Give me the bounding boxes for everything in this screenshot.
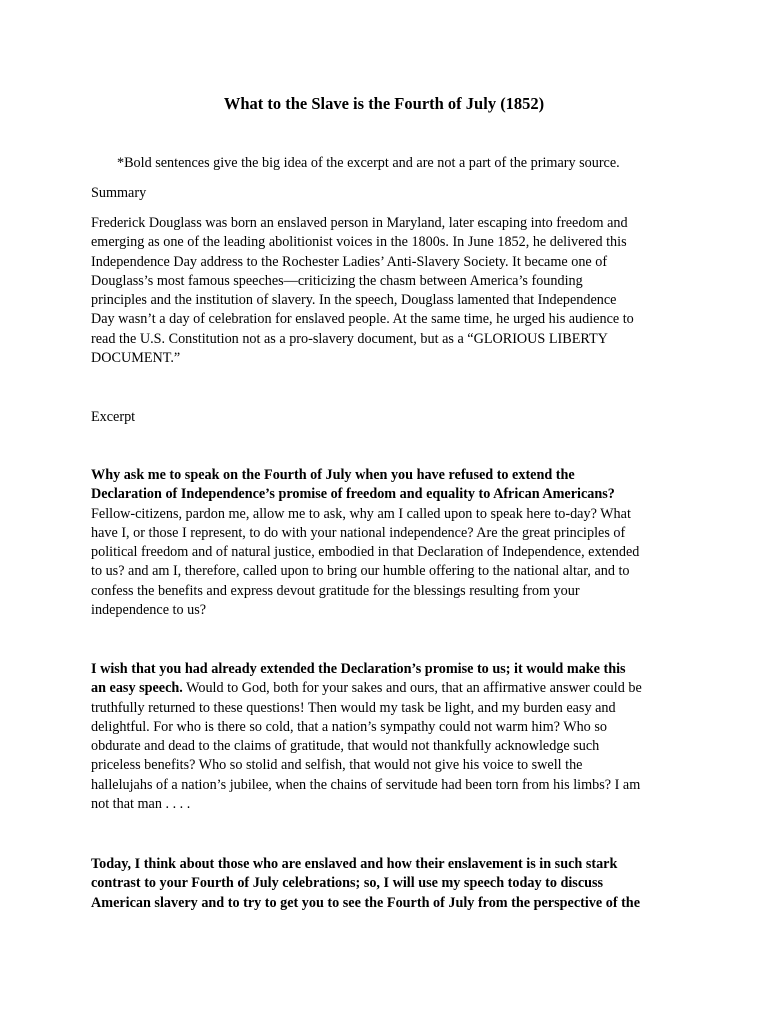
summary-line: Day wasn’t a day of celebration for enslaved people. At the same time, he urged his audience to [91, 311, 634, 328]
big-idea-sentence: an easy speech. [91, 680, 183, 697]
document-title: What to the Slave is the Fourth of July (1852) [223, 94, 545, 113]
excerpt-line: truthfully returned to these questions! Then would my task be light, and my burden easy and [91, 699, 616, 716]
excerpt-line: confess the benefits and express devout gratitude for the blessings resulting from your [91, 582, 580, 599]
summary-paragraph [91, 214, 681, 368]
summary-line: principles and the institution of slavery. In the speech, Douglass lamented that Independence [91, 292, 617, 309]
summary-line: Douglass’s most famous speeches—criticizing the chasm between America’s founding [91, 272, 583, 289]
excerpt-paragraph-2 [91, 660, 681, 814]
summary-line: emerging as one of the leading abolitionist voices in the 1800s. In June 1852, he delivered this [91, 234, 627, 251]
summary-heading: Summary [91, 185, 147, 201]
summary-line: Independence Day address to the Rochester Ladies’ Anti-Slavery Society. It became one of [91, 253, 608, 270]
excerpt-line: independence to us? [91, 602, 207, 619]
summary-line: Frederick Douglass was born an enslaved person in Maryland, later escaping into freedom and [91, 215, 628, 231]
excerpt-line: hallelujahs of a nation’s jubilee, when the chains of servitude had been torn from his limbs? I am [91, 776, 641, 793]
excerpt-line: political freedom and of natural justice, embodied in that Declaration of Independence, extended [91, 544, 640, 561]
big-idea-sentence: Why ask me to speak on the Fourth of July when you have refused to extend the [91, 467, 575, 483]
excerpt-line [91, 679, 681, 698]
excerpt-line: to us? and am I, therefore, called upon to bring our humble offering to the national altar, and to [91, 563, 630, 580]
big-idea-sentence: American slavery and to try to get you to see the Fourth of July from the perspective of the [91, 894, 640, 911]
excerpt-paragraph-3 [91, 855, 681, 913]
excerpt-line: have I, or those I represent, to do with your national independence? Are the great principles of [91, 524, 626, 541]
summary-line: DOCUMENT.” [91, 350, 181, 367]
big-idea-sentence: Today, I think about those who are enslaved and how their enslavement is in such stark [91, 856, 618, 872]
big-idea-sentence: contrast to your Fourth of July celebrations; so, I will use my speech today to discuss [91, 875, 604, 892]
excerpt-line: not that man . . . . [91, 796, 191, 813]
bold-sentence-note: *Bold sentences give the big idea of the excerpt and are not a part of the primary source. [117, 155, 620, 171]
excerpt-line: Fellow-citizens, pardon me, allow me to ask, why am I called upon to speak here to-day? What [91, 505, 631, 522]
big-idea-sentence: Declaration of Independence’s promise of freedom and equality to African Americans? [91, 486, 615, 503]
big-idea-sentence: I wish that you had already extended the Declaration’s promise to us; it would make this [91, 661, 626, 677]
excerpt-line: obdurate and dead to the claims of gratitude, that would not thankfully acknowledge such [91, 738, 600, 755]
excerpt-paragraph-1 [91, 466, 681, 620]
excerpt-line: priceless benefits? Who so stolid and selfish, that would not give his voice to swell the [91, 757, 583, 774]
excerpt-text: Would to God, both for your sakes and ours, that an affirmative answer could be [182, 680, 642, 697]
summary-line: read the U.S. Constitution not as a pro-slavery document, but as a “GLORIOUS LIBERTY [91, 330, 608, 347]
excerpt-line: delightful. For who is there so cold, that a nation’s sympathy could not warm him? Who so [91, 718, 607, 735]
excerpt-heading: Excerpt [91, 409, 136, 425]
